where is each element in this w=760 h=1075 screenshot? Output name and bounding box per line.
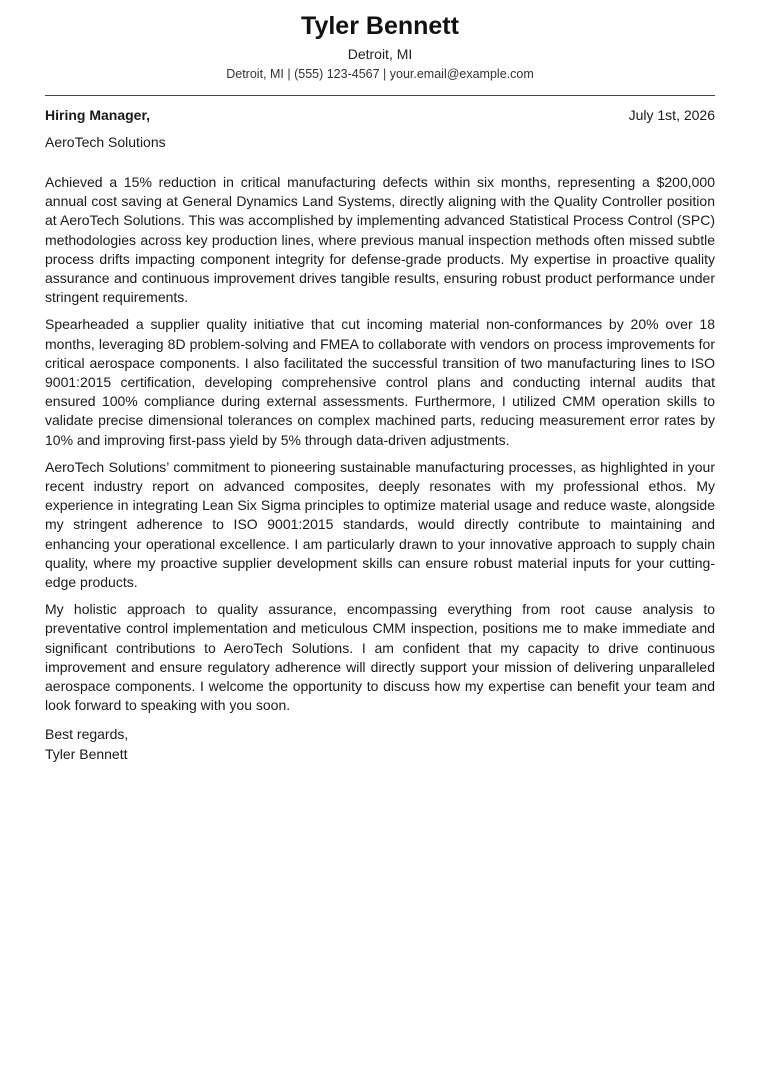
body-paragraph: Achieved a 15% reduction in critical manufacturing defects within six months, representing a $200,000 annual cost saving at General Dynamics Land Systems, directly aligning with the Quality Controller position at AeroTech Solutions. This was accomplished by implementing advanced Statistical Process Control (SPC) methodologies across key production lines, where previous manual inspection methods often missed subtle process drifts impacting component integrity for defense-grade products. My expertise in proactive quality assurance and continuous improvement drives tangible results, ensuring robust product performance under stringent requirements. bbox=[45, 174, 715, 306]
body-paragraph: My holistic approach to quality assurance, encompassing everything from root cause analysis to preventative control implementation and meticulous CMM inspection, positions me to make immediate and significant contributions to AeroTech Solutions. I am confident that my capacity to drive continuous improvement and ensure regulatory adherence will directly support your mission of delivering unparalleled aerospace components. I welcome the opportunity to discuss how my expertise can benefit your team and look forward to speaking with you soon. bbox=[45, 601, 715, 714]
header-divider bbox=[45, 95, 715, 96]
signature-name: Tyler Bennett bbox=[45, 745, 128, 762]
recipient-company: AeroTech Solutions bbox=[45, 134, 166, 150]
letter-closing bbox=[45, 725, 715, 763]
letter-body bbox=[45, 173, 715, 715]
sender-contact-line: Detroit, MI | (555) 123-4567 | your.email@example.com bbox=[226, 67, 534, 81]
letter-date: July 1st, 2026 bbox=[628, 107, 715, 123]
greeting: Hiring Manager, bbox=[45, 107, 151, 123]
letter-header bbox=[45, 11, 715, 82]
closing-phrase: Best regards, bbox=[45, 726, 129, 743]
greeting-date-row bbox=[45, 107, 715, 124]
body-paragraph: AeroTech Solutions’ commitment to pioneering sustainable manufacturing processes, as highlighted in your recent industry report on advanced composites, deeply resonates with my professional ethos. My experience in integrating Lean Six Sigma principles to optimize material usage and reduce waste, alongside my stringent adherence to ISO 9001:2015 standards, would directly contribute to maintaining and enhancing your operational excellence. I am particularly drawn to your innovative approach to supply chain quality, where my proactive supplier development skills can ensure robust material inputs for your cutting-edge products. bbox=[45, 458, 715, 591]
sender-location: Detroit, MI bbox=[347, 46, 413, 62]
body-paragraph: Spearheaded a supplier quality initiative that cut incoming material non-conformances by 20% over 18 months, leveraging 8D problem-solving and FMEA to collaborate with vendors on process improvements for critical aerospace components. I also facilitated the successful transition of two manufacturing lines to ISO 9001:2015 certification, developing comprehensive control plans and conducting internal audits that ensured 100% compliance during external assessments. Furthermore, I utilized CMM operation skills to validate precise dimensional tolerances on complex machined parts, reducing measurement error rates by 10% and improving first-pass yield by 5% through data-driven adjustments. bbox=[45, 316, 715, 448]
sender-name: Tyler Bennett bbox=[301, 12, 459, 40]
